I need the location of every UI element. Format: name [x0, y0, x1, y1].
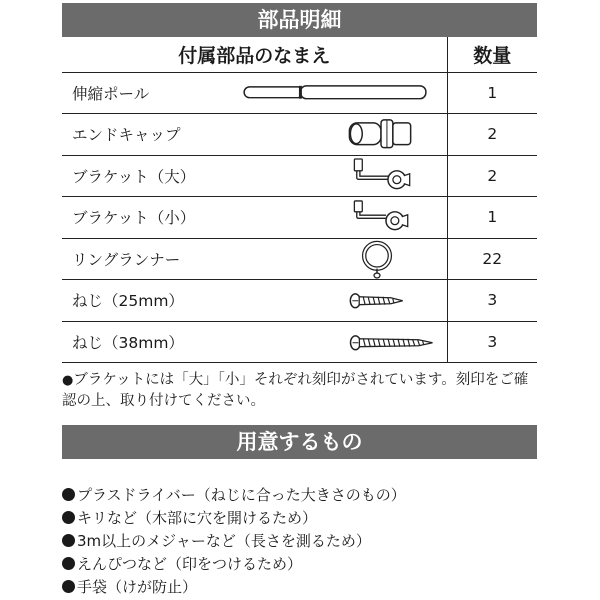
bracket-large-icon — [352, 156, 418, 197]
table-row — [62, 155, 537, 197]
column-header-quantity: 数量 — [447, 37, 537, 72]
bullet-icon — [62, 580, 75, 593]
bullet-icon — [62, 488, 75, 501]
table-row — [62, 321, 537, 363]
note-bullet: ● — [62, 373, 74, 388]
part-name: ブラケット（小） — [72, 209, 196, 228]
part-quantity: 3 — [447, 321, 537, 363]
tools-list — [62, 484, 406, 599]
parts-table — [62, 37, 537, 363]
list-item: 手袋（けが防止） — [62, 576, 406, 599]
note-text: ブラケットには「大」「小」それぞれ刻印がされています。刻印をご確認の上、取り付けてください。 — [62, 372, 529, 409]
bullet-icon — [62, 511, 75, 524]
part-name: 伸縮ポール — [72, 84, 150, 103]
screw-25mm-icon — [347, 280, 407, 321]
tools-section-title: 用意するもの — [62, 425, 537, 459]
list-item: プラスドライバー（ねじに合った大きさのもの） — [62, 484, 406, 507]
bracket-note — [62, 370, 542, 412]
part-quantity: 2 — [447, 114, 537, 156]
list-item: えんぴつなど（印をつけるため） — [62, 553, 406, 576]
parts-table-header — [62, 37, 537, 72]
bullet-icon — [62, 534, 75, 547]
table-row — [62, 238, 537, 280]
part-name: ねじ（38mm） — [72, 333, 184, 352]
list-item: 3m以上のメジャーなど（長さを測るため） — [62, 530, 406, 553]
part-name: ブラケット（大） — [72, 167, 196, 186]
bullet-icon — [62, 557, 75, 570]
part-quantity: 1 — [447, 197, 537, 239]
part-quantity: 3 — [447, 280, 537, 322]
part-name: エンドキャップ — [72, 126, 181, 145]
part-quantity: 1 — [447, 72, 537, 114]
table-row — [62, 114, 537, 156]
telescopic-pole-icon — [240, 73, 430, 114]
parts-section-title: 部品明細 — [62, 3, 537, 37]
part-quantity: 22 — [447, 238, 537, 280]
part-quantity: 2 — [447, 155, 537, 197]
ring-runner-icon — [357, 239, 397, 280]
list-item: キリなど（木部に穴を開けるため） — [62, 507, 406, 530]
part-name: リングランナー — [72, 250, 181, 269]
screw-38mm-icon — [347, 322, 437, 363]
column-header-name: 付属部品のなまえ — [62, 37, 447, 72]
table-row — [62, 197, 537, 239]
bracket-small-icon — [352, 197, 418, 238]
end-cap-icon — [347, 114, 417, 155]
table-row — [62, 280, 537, 322]
part-name: ねじ（25mm） — [72, 292, 184, 311]
table-row — [62, 72, 537, 114]
